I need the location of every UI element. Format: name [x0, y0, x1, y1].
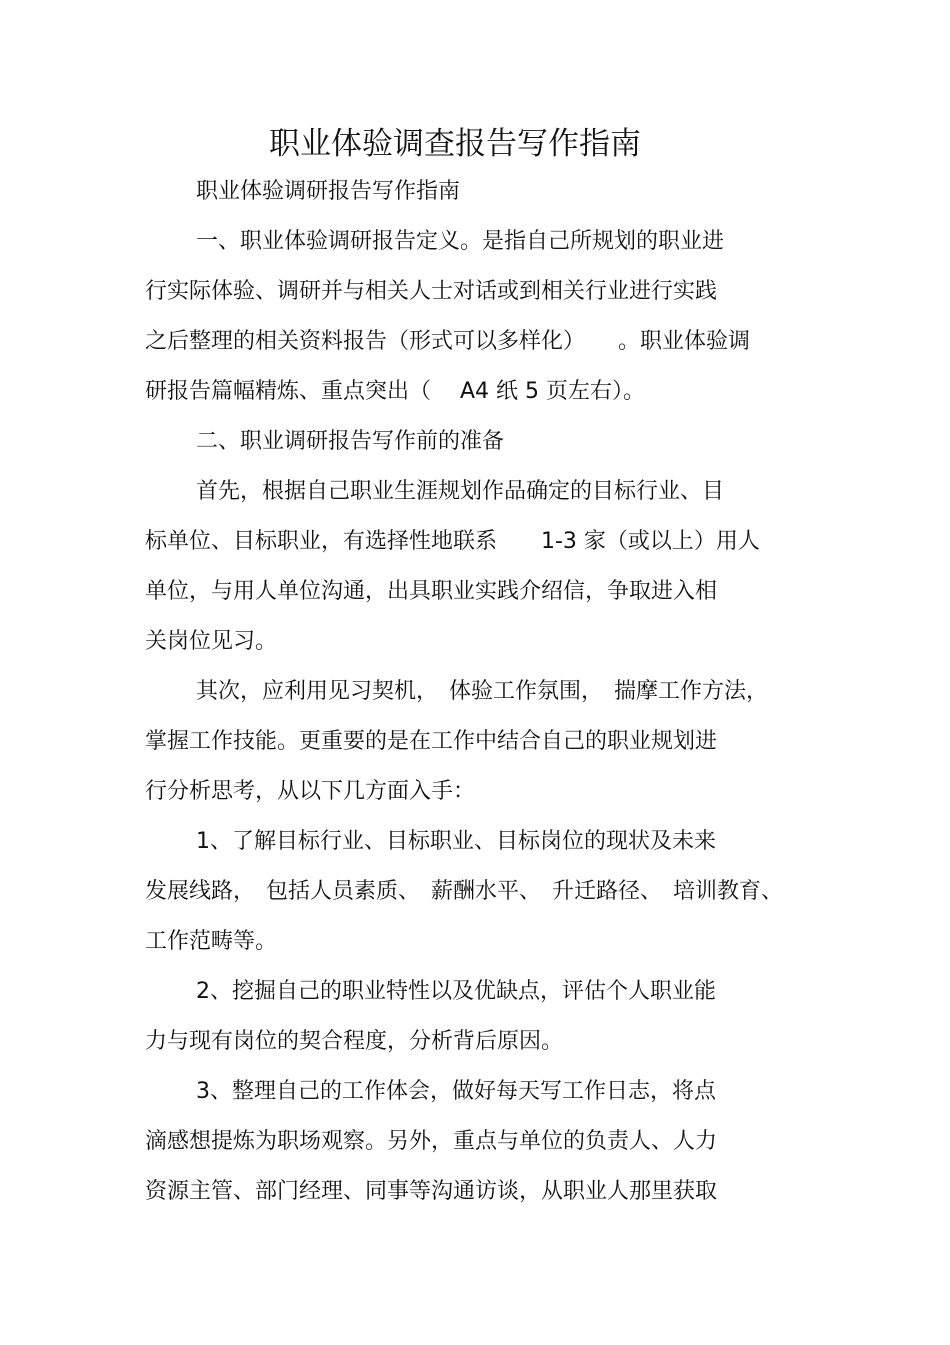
- list-item-line: 滴感想提炼为职场观察。另外，重点与单位的负责人、人力: [145, 1129, 718, 1154]
- section-heading: 二、职业调研报告写作前的准备: [196, 429, 505, 454]
- list-item-line: 资源主管、部门经理、同事等沟通访谈，从职业人那里获取: [145, 1179, 718, 1204]
- paragraph-line: 行分析思考，从以下几方面入手：: [145, 779, 476, 804]
- list-item-line: 3、整理自己的工作体会，做好每天写工作日志，将点: [196, 1079, 716, 1104]
- list-item-line: 1、了解目标行业、目标职业、目标岗位的现状及未来: [196, 829, 716, 854]
- paragraph-line: 单位，与用人单位沟通，出具职业实践介绍信，争取进入相: [145, 579, 718, 604]
- paragraph-line: 研报告篇幅精炼、重点突出（ A4 纸 5 页左右）。: [145, 379, 646, 404]
- list-item-line: 发展线路， 包括人员素质、 薪酬水平、 升迁路径、 培训教育、: [145, 879, 784, 904]
- paragraph-line: 一、职业体验调研报告定义。是指自己所规划的职业进: [196, 229, 725, 254]
- paragraph-line: 之后整理的相关资料报告（形式可以多样化） 。职业体验调: [145, 329, 751, 354]
- paragraph-line: 标单位、目标职业，有选择性地联系 1-3 家（或以上）用人: [145, 529, 760, 554]
- list-item-line: 2、挖掘自己的职业特性以及优缺点，评估个人职业能: [196, 979, 716, 1004]
- subtitle-line: 职业体验调研报告写作指南: [196, 179, 461, 204]
- paragraph-line: 首先，根据自己职业生涯规划作品确定的目标行业、目: [196, 479, 725, 504]
- paragraph-line: 其次，应利用见习契机， 体验工作氛围， 揣摩工作方法，: [196, 679, 769, 704]
- list-item-line: 工作范畴等。: [145, 929, 278, 954]
- paragraph-line: 关岗位见习。: [145, 629, 278, 654]
- paragraph-line: 掌握工作技能。更重要的是在工作中结合自己的职业规划进: [145, 729, 718, 754]
- document-title: 职业体验调查报告写作指南: [269, 126, 641, 162]
- list-item-line: 力与现有岗位的契合程度，分析背后原因。: [145, 1029, 564, 1054]
- paragraph-line: 行实际体验、调研并与相关人士对话或到相关行业进行实践: [145, 279, 718, 304]
